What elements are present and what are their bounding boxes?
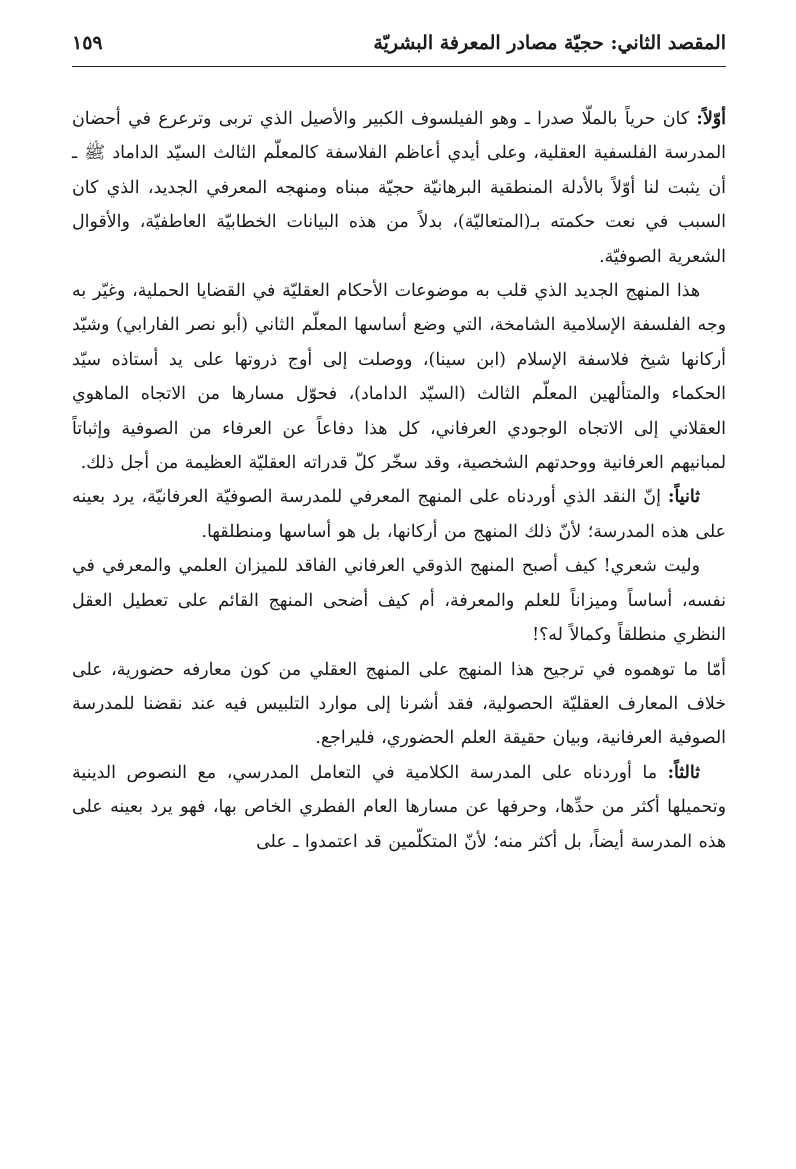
paragraph-text: هذا المنهج الجديد الذي قلب به موضوعات الأحكام العقليّة في القضايا الحملية، وغيّر به وجه الفلسفة الإسلامية الشامخة، التي وضع أساسها المعلّم الثاني (أبو نصر الفارابي) وشيّد أركانها شيخ فلاسفة الإسلام (ابن سينا)، ووصلت إلى أوج ذروتها على يد أستاذه سيّد الحكماء والمتألهين المعلّم الثالث (السيّد الداماد)، فحوّل مسارها من الاتجاه الماهوي العقلاني إلى الاتجاه الوجودي العرفاني، كل هذا دفاعاً عن العرفاء من الصوفية وإثباتاً لمبانيهم العرفانية ووحدتهم الشخصية، وقد سخّر كلّ قدراته العقليّة العظيمة من أجل ذلك. <box>72 281 726 474</box>
paragraph-third-point <box>72 756 726 859</box>
paragraph-rhetorical-question <box>72 549 726 652</box>
page-body <box>72 102 726 859</box>
paragraph-text: ما أوردناه على المدرسة الكلامية في التعامل المدرسي، مع النصوص الدينية وتحميلها أكثر من حدِّها، وحرفها عن مسارها العام الفطري الخاص بها، فهو يرد بعينه على هذه المدرسة أيضاً، بل أكثر منه؛ لأنّ المتكلّمين قد اعتمدوا ـ على <box>72 762 726 852</box>
paragraph-text: أمّا ما توهموه في ترجيح هذا المنهج على المنهج العقلي من كون معارفه حضورية، على خلاف المعارف العقليّة الحصولية، فقد أشرنا إلى موارد التلبيس فيه عند نقضنا للمدرسة الصوفية العرفانية، وبيان حقيقة العلم الحضوري، فليراجع. <box>72 659 726 749</box>
point-heading: ثانياً: <box>668 487 700 508</box>
paragraph-presential-knowledge <box>72 653 726 756</box>
paragraph-text: إنّ النقد الذي أوردناه على المنهج المعرفي للمدرسة الصوفيّة العرفانيّة، يرد بعينه على هذه المدرسة؛ لأنّ ذلك المنهج من أركانها، بل هو أساسها ومنطلقها. <box>72 487 726 542</box>
header-title: المقصد الثاني: حجيّة مصادر المعرفة البشريّة <box>373 32 726 54</box>
paragraph-second-point <box>72 480 726 549</box>
paragraph-new-method <box>72 274 726 480</box>
point-heading: ثالثاً: <box>667 762 700 783</box>
running-header <box>72 30 726 67</box>
page-number: ١٥٩ <box>72 32 103 54</box>
point-heading: أوّلاً: <box>696 109 726 129</box>
paragraph-text: كان حرياً بالملّا صدرا ـ وهو الفيلسوف الكبير والأصيل الذي تربى وترعرع في أحضان المدرسة الفلسفية العقلية، وعلى أيدي أعاظم الفلاسفة كالمعلّم الثالث السيّد الداماد ﷺ ـ أن يثبت لنا أوّلاً بالأدلة المنطقية البرهانيّة حجيّة مبناه ومنهجه المعرفي الجديد، الذي كان السبب في نعت حكمته بـ(المتعاليّة)، بدلاً من هذه البيانات الخطابيّة العاطفيّة، والأقوال الشعرية الصوفيّة. <box>72 109 726 267</box>
paragraph-first-point <box>72 102 726 274</box>
paragraph-text: وليت شعري! كيف أصبح المنهج الذوقي العرفاني الفاقد للميزان العلمي والمعرفي في نفسه، أساساً وميزاناً للعلم والمعرفة، أم كيف أضحى المنهج القائم على تعطيل العقل النظري منطلقاً وكمالاً له؟! <box>72 556 726 646</box>
